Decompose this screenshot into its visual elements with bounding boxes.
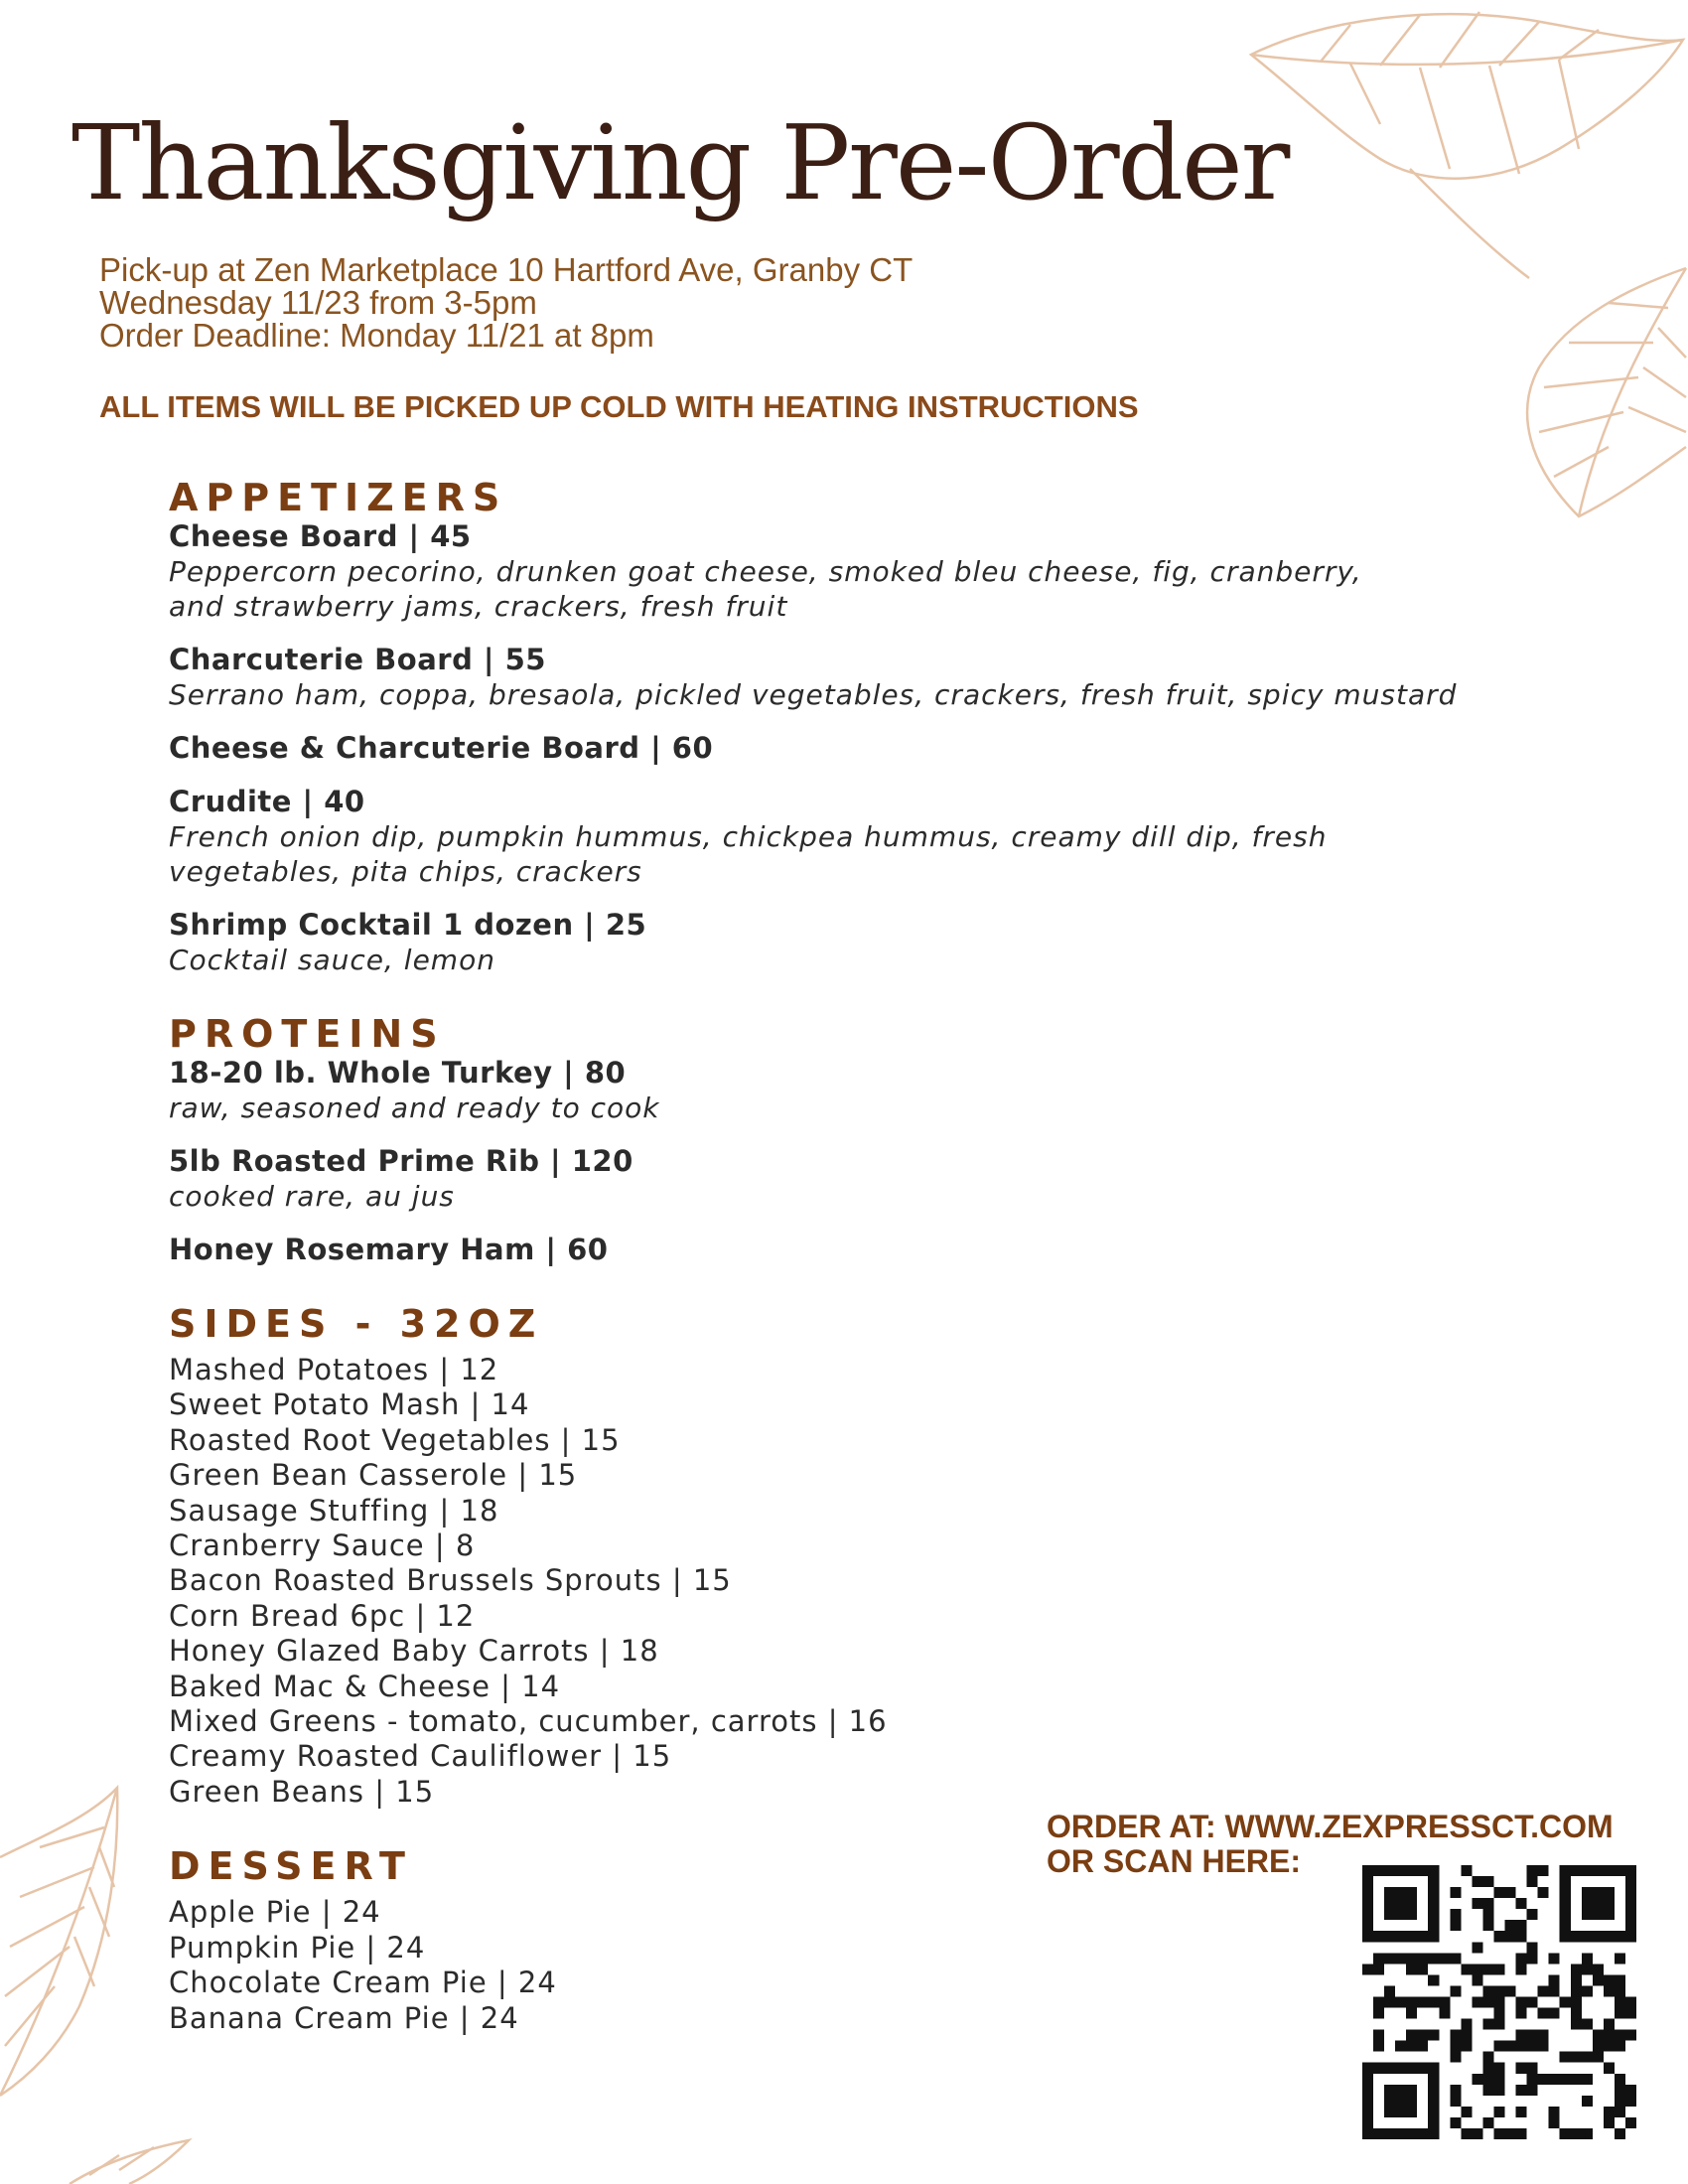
list-item: Baked Mac & Cheese | 14 (169, 1669, 561, 1703)
leaf-decoration-bottom-left-small (60, 2135, 199, 2184)
leaf-decoration-right (1460, 248, 1688, 536)
list-item: Honey Glazed Baby Carrots | 18 (169, 1634, 659, 1669)
list-item: Banana Cream Pie | 24 (169, 2000, 519, 2035)
heating-notice: ALL ITEMS WILL BE PICKED UP COLD WITH HEATING INSTRUCTIONS (99, 389, 1139, 424)
pickup-location: Pick-up at Zen Marketplace 10 Hartford Ave, Granby CT (99, 251, 914, 288)
list-item: Apple Pie | 24 (169, 1895, 381, 1930)
list-item: Mixed Greens - tomato, cucumber, carrots | 16 (169, 1704, 888, 1739)
list-item: Green Bean Casserole | 15 (169, 1458, 578, 1493)
order-deadline: Order Deadline: Monday 11/21 at 8pm (99, 317, 654, 354)
list-item: Cranberry Sauce | 8 (169, 1529, 476, 1563)
menu-item-description: cooked rare, au jus (169, 1180, 455, 1213)
list-item: Mashed Potatoes | 12 (169, 1353, 499, 1386)
menu-item (169, 1143, 1460, 1214)
menu-item-name: Honey Rosemary Ham | 60 (169, 1233, 609, 1266)
section-proteins (169, 1013, 1460, 1267)
menu-item (169, 1232, 1460, 1267)
pickup-date: Wednesday 11/23 from 3-5pm (99, 284, 537, 321)
list-item: Corn Bread 6pc | 12 (169, 1598, 476, 1633)
menu-item-name: Cheese Board | 45 (169, 519, 472, 553)
list-item: Chocolate Cream Pie | 24 (169, 1966, 557, 2000)
menu-item (169, 642, 1460, 712)
list-item: Creamy Roasted Cauliflower | 15 (169, 1739, 672, 1774)
section-appetizers (169, 477, 1460, 977)
leaf-decoration-bottom-left (0, 1778, 129, 2106)
menu-item (169, 784, 1460, 889)
list-item: Sausage Stuffing | 18 (169, 1493, 499, 1528)
menu-item-description: Peppercorn pecorino, drunken goat cheese, smoked bleu cheese, fig, cranberry, and strawberry jams, crackers, fresh fruit (169, 555, 1362, 623)
order-website[interactable]: ORDER AT: WWW.ZEXPRESSCT.COM (1047, 1809, 1614, 1844)
menu-item-name: Cheese & Charcuterie Board | 60 (169, 731, 714, 765)
list-item: Pumpkin Pie | 24 (169, 1930, 426, 1965)
menu-item-name: 18-20 lb. Whole Turkey | 80 (169, 1056, 627, 1090)
section-heading-sides: SIDES - 32OZ (169, 1302, 544, 1346)
menu-item (169, 518, 1460, 624)
list-item: Sweet Potato Mash | 14 (169, 1387, 530, 1422)
menu-item-description: Cocktail sauce, lemon (169, 944, 495, 976)
section-heading-dessert: DESSERT (169, 1844, 413, 1889)
order-scan-label: OR SCAN HERE: (1047, 1843, 1302, 1879)
menu-item (169, 730, 1460, 766)
section-heading-proteins: PROTEINS (169, 1012, 446, 1056)
menu-item-name: Charcuterie Board | 55 (169, 643, 546, 676)
pickup-info (99, 253, 913, 352)
menu-item-name: 5lb Roasted Prime Rib | 120 (169, 1144, 633, 1178)
leaf-decoration-top-right (1231, 0, 1688, 288)
section-heading-appetizers: APPETIZERS (169, 476, 508, 519)
qr-code-icon[interactable] (1362, 1865, 1636, 2139)
menu-item (169, 907, 1460, 977)
section-sides (169, 1303, 1460, 1810)
menu-item-name: Crudite | 40 (169, 785, 365, 818)
menu-item-name: Shrimp Cocktail 1 dozen | 25 (169, 908, 647, 942)
page-title: Thanksgiving Pre-Order (71, 102, 1289, 223)
menu-item-description: French onion dip, pumpkin hummus, chickpea hummus, creamy dill dip, fresh vegetables, pita chips, crackers (169, 820, 1328, 888)
menu-item-description: raw, seasoned and ready to cook (169, 1092, 660, 1124)
list-item: Green Beans | 15 (169, 1774, 435, 1809)
list-item: Roasted Root Vegetables | 15 (169, 1422, 621, 1457)
menu-item (169, 1055, 1460, 1125)
menu-item-description: Serrano ham, coppa, bresaola, pickled vegetables, crackers, fresh fruit, spicy mustard (169, 678, 1458, 711)
list-item: Bacon Roasted Brussels Sprouts | 15 (169, 1563, 732, 1598)
